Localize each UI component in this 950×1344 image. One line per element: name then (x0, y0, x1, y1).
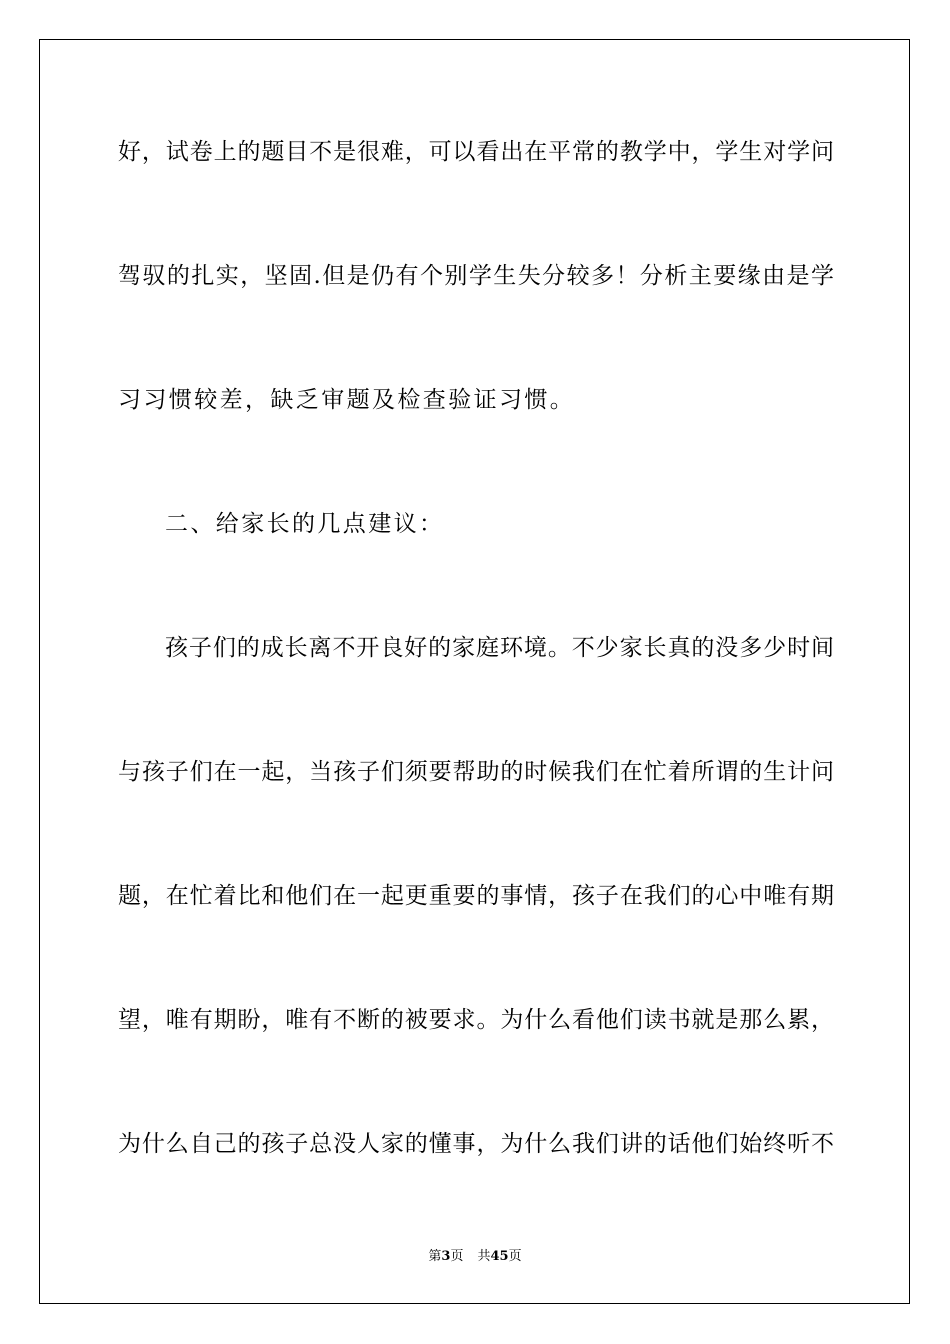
total-suffix: 页 (508, 1249, 522, 1264)
body-line-7: 题，在忙着比和他们在一起更重要的事情，孩子在我们的心中唯有期 (118, 883, 834, 909)
page-border (39, 39, 910, 1304)
body-line-2: 驾驭的扎实，坚固.但是仍有个别学生失分较多！分析主要缘由是学 (118, 263, 834, 289)
total-pages: 45 (490, 1249, 509, 1264)
body-line-9: 为什么自己的孩子总没人家的懂事，为什么我们讲的话他们始终听不 (118, 1131, 834, 1157)
total-prefix: 共 (477, 1249, 491, 1264)
section-heading: 二、给家长的几点建议： (165, 511, 445, 537)
page-footer (0, 1248, 950, 1266)
body-line-3: 习习惯较差，缺乏审题及检查验证习惯。 (118, 387, 576, 413)
page-suffix: 页 (450, 1249, 464, 1264)
page-number: 3 (441, 1249, 451, 1264)
body-line-8: 望，唯有期盼，唯有不断的被要求。为什么看他们读书就是那么累， (118, 1007, 834, 1033)
body-line-6: 与孩子们在一起，当孩子们须要帮助的时候我们在忙着所谓的生计问 (118, 759, 834, 785)
body-line-1: 好，试卷上的题目不是很难，可以看出在平常的教学中，学生对学问 (118, 139, 834, 165)
body-line-5: 孩子们的成长离不开良好的家庭环境。不少家长真的没多少时间 (165, 635, 834, 661)
page-prefix: 第 (428, 1249, 442, 1264)
